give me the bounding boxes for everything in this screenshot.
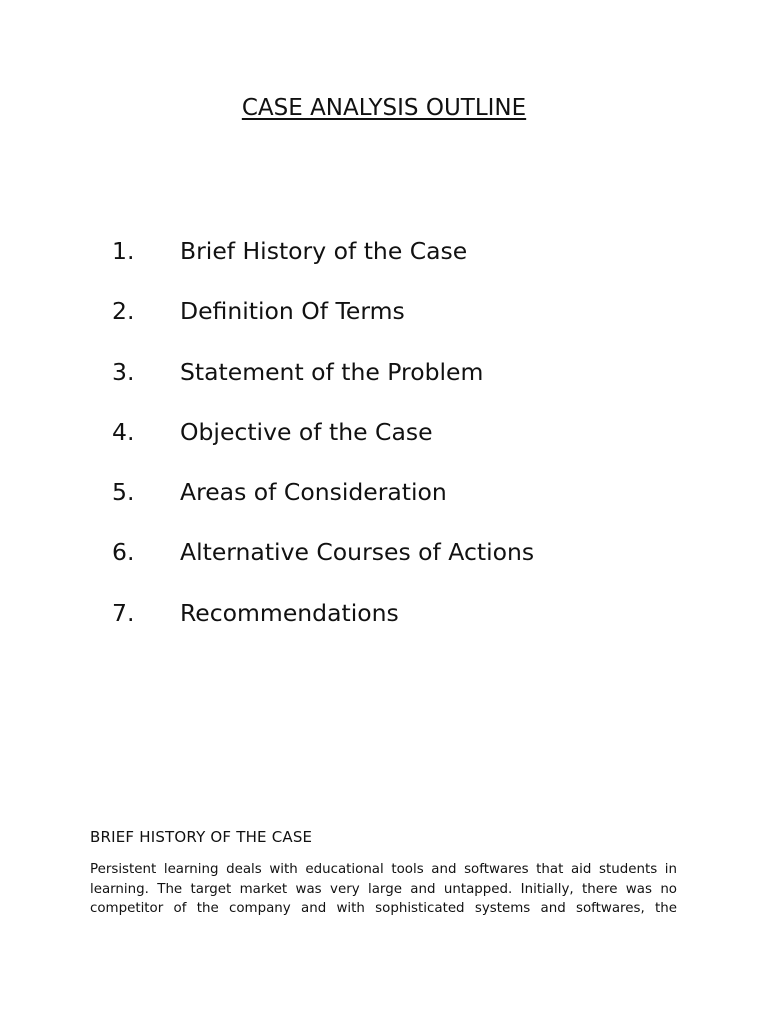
outline-item-label: Areas of Consideration [180, 478, 447, 507]
outline-item-number: 5. [112, 478, 135, 507]
outline-item-6 [112, 535, 534, 595]
section-heading: BRIEF HISTORY OF THE CASE [90, 828, 313, 846]
outline-item-label: Recommendations [180, 598, 399, 627]
outline-item-number: 4. [112, 417, 135, 446]
page-title: CASE ANALYSIS OUTLINE [241, 95, 527, 121]
outline-item-label: Definition Of Terms [180, 297, 405, 326]
outline-item-number: 6. [112, 538, 135, 567]
outline-item-label: Brief History of the Case [180, 237, 468, 265]
outline-item-2 [112, 294, 534, 354]
outline-item-label: Objective of the Case [180, 417, 433, 446]
outline-item-label: Statement of the Problem [180, 357, 484, 386]
outline-item-number: 1. [112, 237, 135, 265]
outline-item-number: 2. [112, 297, 135, 326]
outline-item-number: 7. [112, 598, 135, 627]
outline-item-3 [112, 355, 534, 415]
outline-item-7 [112, 596, 534, 656]
outline-list [112, 234, 534, 656]
outline-item-4 [112, 415, 534, 475]
outline-item-1 [112, 234, 534, 294]
outline-item-5 [112, 475, 534, 535]
outline-item-number: 3. [112, 357, 135, 386]
section-body-paragraph: Persistent learning deals with educational tools and softwares that aid students in learning. The target market was very large and untapped. Initially, there was no competitor of the company and with sophisticated systems and softwares, the [90, 862, 677, 916]
outline-item-label: Alternative Courses of Actions [180, 538, 535, 567]
